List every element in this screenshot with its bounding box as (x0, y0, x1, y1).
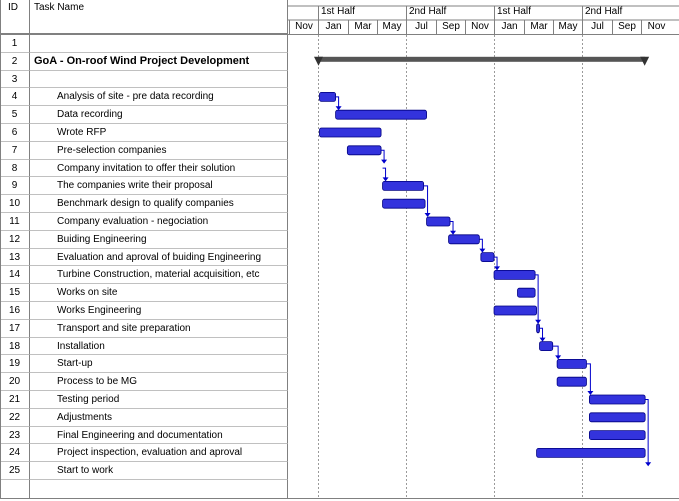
timescale-half-label: 1st Half (318, 6, 406, 20)
task-bar[interactable] (336, 110, 427, 119)
task-id-cell[interactable]: 16 (0, 302, 30, 320)
task-bar[interactable] (319, 92, 335, 101)
task-id-cell[interactable]: 24 (0, 444, 30, 462)
task-bar[interactable] (449, 235, 480, 244)
task-bar[interactable] (481, 253, 494, 262)
task-id-cell[interactable]: 3 (0, 71, 30, 89)
task-name-cell[interactable]: Works Engineering (30, 302, 288, 320)
task-bars (319, 92, 645, 457)
task-bar[interactable] (494, 306, 537, 315)
timescale-half-label: 2nd Half (406, 6, 494, 20)
task-id-cell[interactable]: 13 (0, 249, 30, 267)
task-bar[interactable] (537, 448, 646, 457)
timescale-month-label: Jul (406, 20, 436, 34)
task-name-cell[interactable]: Buiding Engineering (30, 231, 288, 249)
task-id-cell[interactable]: 9 (0, 177, 30, 195)
task-id-cell[interactable]: 7 (0, 142, 30, 160)
task-id-cell[interactable]: 19 (0, 355, 30, 373)
task-id-cell[interactable]: 17 (0, 320, 30, 338)
task-id-cell[interactable]: 2 (0, 53, 30, 71)
task-name-cell[interactable]: Benchmark design to qualify companies (30, 195, 288, 213)
task-name-cell[interactable]: Transport and site preparation (30, 320, 288, 338)
task-id-cell[interactable]: 23 (0, 427, 30, 445)
task-bar[interactable] (589, 431, 645, 440)
timescale-month-label: May (377, 20, 406, 34)
dependency-links (336, 97, 652, 466)
task-name-cell[interactable]: Analysis of site - pre data recording (30, 88, 288, 106)
task-id-cell[interactable]: 5 (0, 106, 30, 124)
task-id-cell[interactable]: 15 (0, 284, 30, 302)
timescale-month-label: Jan (318, 20, 348, 34)
task-id-cell[interactable]: 21 (0, 391, 30, 409)
task-name-cell[interactable]: Adjustments (30, 409, 288, 427)
task-name-cell[interactable]: GoA - On-roof Wind Project Development (30, 53, 288, 71)
task-name-column-header[interactable]: Task Name (30, 0, 288, 34)
task-bar[interactable] (589, 395, 645, 404)
task-id-cell[interactable]: 25 (0, 462, 30, 480)
task-bar[interactable] (383, 181, 424, 190)
task-name-cell[interactable]: Evaluation and aproval of buiding Engineering (30, 249, 288, 267)
timescale-month-label: Jan (494, 20, 524, 34)
id-column-header[interactable]: ID (0, 0, 30, 34)
task-name-cell[interactable]: Start-up (30, 355, 288, 373)
task-id-cell[interactable]: 20 (0, 373, 30, 391)
task-name-cell[interactable]: Final Engineering and documentation (30, 427, 288, 445)
timescale-month-label: Mar (348, 20, 377, 34)
task-name-cell[interactable]: The companies write their proposal (30, 177, 288, 195)
task-bar[interactable] (540, 342, 553, 351)
task-id-cell[interactable]: 14 (0, 266, 30, 284)
timescale-month-label: Sep (612, 20, 641, 34)
task-name-cell[interactable]: Start to work (30, 462, 288, 480)
task-id-cell[interactable]: 8 (0, 160, 30, 178)
task-id-cell[interactable]: 6 (0, 124, 30, 142)
timescale-month-label: Mar (524, 20, 553, 34)
task-name-cell[interactable]: Installation (30, 338, 288, 356)
task-name-cell[interactable]: Process to be MG (30, 373, 288, 391)
task-id-cell[interactable]: 22 (0, 409, 30, 427)
task-name-cell[interactable]: Wrote RFP (30, 124, 288, 142)
task-name-cell[interactable]: Company evaluation - negociation (30, 213, 288, 231)
task-id-cell[interactable]: 1 (0, 35, 30, 53)
task-id-cell[interactable]: 18 (0, 338, 30, 356)
task-id-cell[interactable]: 12 (0, 231, 30, 249)
task-id-cell[interactable]: 10 (0, 195, 30, 213)
task-bar[interactable] (347, 146, 381, 155)
summary-bar[interactable] (314, 57, 649, 66)
task-name-cell[interactable]: Turbine Construction, material acquisition, etc (30, 266, 288, 284)
task-id-cell[interactable]: 4 (0, 88, 30, 106)
task-bar[interactable] (537, 324, 540, 333)
task-name-cell[interactable]: Pre-selection companies (30, 142, 288, 160)
task-id-cell[interactable]: 11 (0, 213, 30, 231)
task-bar[interactable] (557, 359, 586, 368)
task-bar[interactable] (589, 413, 645, 422)
timescale-month-label: Jul (582, 20, 612, 34)
task-name-cell[interactable]: Testing period (30, 391, 288, 409)
task-bar[interactable] (383, 199, 426, 208)
timescale-half-label: 2nd Half (582, 6, 670, 20)
timescale-month-label: Nov (465, 20, 494, 34)
timescale-month-label: Nov (641, 20, 671, 34)
task-name-cell[interactable]: Company invitation to offer their solution (30, 160, 288, 178)
task-bar[interactable] (557, 377, 586, 386)
timescale-month-label: Nov (289, 20, 318, 34)
task-name-cell[interactable]: Data recording (30, 106, 288, 124)
timescale-month-label: Sep (436, 20, 465, 34)
timescale-half-label: 1st Half (494, 6, 582, 20)
task-bar[interactable] (494, 270, 535, 279)
task-bar[interactable] (518, 288, 536, 297)
task-name-cell[interactable]: Works on site (30, 284, 288, 302)
task-name-cell[interactable]: Project inspection, evaluation and aproval (30, 444, 288, 462)
task-bar[interactable] (319, 128, 381, 137)
task-bar[interactable] (427, 217, 450, 226)
timescale-month-label: May (553, 20, 582, 34)
